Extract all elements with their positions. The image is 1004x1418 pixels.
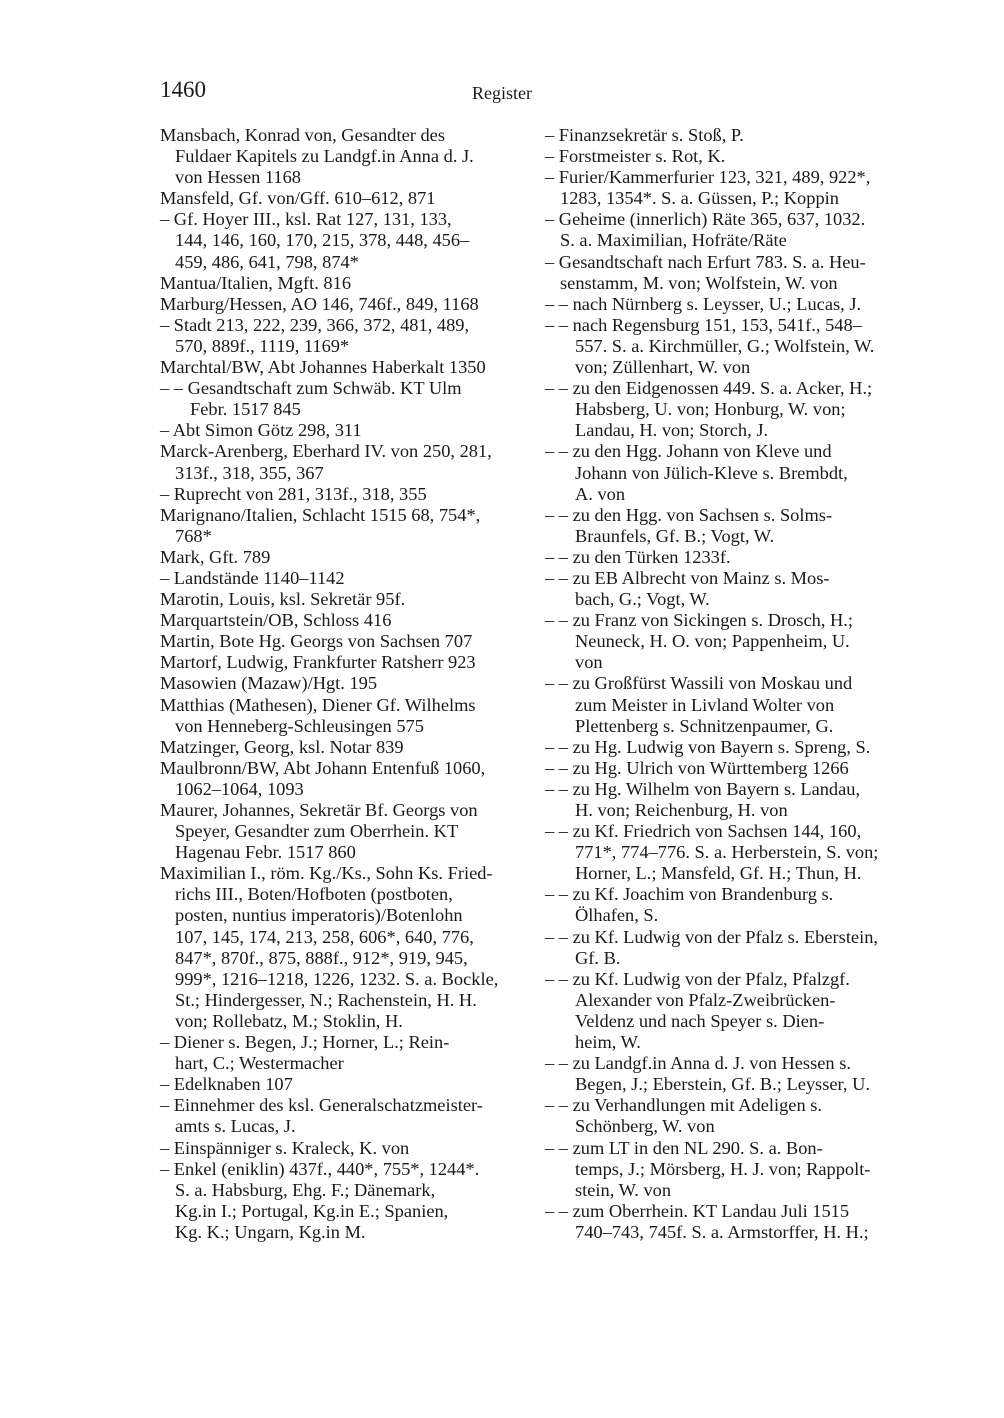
- index-entry-continuation: Kg. K.; Ungarn, Kg.in M.: [175, 1221, 366, 1242]
- index-entry-continuation: Johann von Jülich-Kleve s. Brembdt,: [575, 462, 848, 483]
- index-entry-continuation: posten, nuntius imperatoris)/Botenlohn: [175, 905, 463, 926]
- index-entry-continuation: S. a. Habsburg, Ehg. F.; Dänemark,: [175, 1179, 436, 1200]
- index-entry: [545, 1201, 915, 1243]
- index-entry-heading: – – nach Nürnberg s. Leysser, U.; Lucas, J.: [545, 293, 862, 314]
- index-entry-heading: Mansbach, Konrad von, Gesandter des: [160, 125, 445, 145]
- index-entry-continuation: 847*, 870f., 875, 888f., 912*, 919, 945,: [175, 947, 468, 968]
- index-entry: [545, 1053, 915, 1095]
- index-entry: [160, 652, 530, 673]
- index-entry-heading: – – zu den Türken 1233f.: [545, 546, 731, 567]
- index-entry-continuation: 313f., 318, 355, 367: [175, 462, 324, 483]
- index-entry-heading: – – zu Landgf.in Anna d. J. von Hessen s.: [545, 1053, 851, 1074]
- index-entry-heading: Mantua/Italien, Mgft. 816: [160, 272, 352, 293]
- index-entry-continuation: 459, 486, 641, 798, 874*: [175, 251, 359, 272]
- index-column-left: [160, 125, 530, 1243]
- index-entry-heading: – – Gesandtschaft zum Schwäb. KT Ulm: [160, 378, 462, 399]
- index-entry-heading: – – zu Kf. Joachim von Brandenburg s.: [545, 884, 834, 905]
- index-entry-heading: Marotin, Louis, ksl. Sekretär 95f.: [160, 589, 406, 610]
- index-entry-heading: – – zu Verhandlungen mit Adeligen s.: [545, 1095, 823, 1116]
- index-entry-continuation: 107, 145, 174, 213, 258, 606*, 640, 776,: [175, 926, 474, 947]
- index-entry-heading: Maulbronn/BW, Abt Johann Entenfuß 1060,: [160, 757, 486, 778]
- index-entry: [160, 673, 530, 694]
- index-entry: [160, 209, 530, 272]
- index-entry: [160, 631, 530, 652]
- index-entry: [160, 863, 530, 1032]
- index-entry-continuation: von Henneberg-Schleusingen 575: [175, 715, 424, 736]
- index-entry-heading: – Enkel (eniklin) 437f., 440*, 755*, 1244*.: [160, 1158, 480, 1179]
- index-entry-heading: – Forstmeister s. Rot, K.: [545, 146, 726, 167]
- index-entry-continuation: 1283, 1354*. S. a. Güssen, P.; Koppin: [560, 188, 839, 209]
- index-entry-continuation: Schönberg, W. von: [575, 1116, 715, 1137]
- index-entry-heading: – – zu Kf. Friedrich von Sachsen 144, 160,: [545, 821, 862, 842]
- index-entry: [160, 420, 530, 441]
- page-number: 1460: [160, 77, 206, 102]
- index-entry: [160, 695, 530, 737]
- index-entry-heading: Mark, Gft. 789: [160, 546, 271, 567]
- index-entry-continuation: von Hessen 1168: [175, 167, 301, 188]
- index-entry-heading: Marburg/Hessen, AO 146, 746f., 849, 1168: [160, 293, 479, 314]
- index-entry-continuation: Febr. 1517 845: [190, 399, 301, 420]
- index-entry: [160, 505, 530, 547]
- index-entry-continuation: temps, J.; Mörsberg, H. J. von; Rappolt-: [575, 1158, 871, 1179]
- index-entry-heading: – – zum LT in den NL 290. S. a. Bon-: [545, 1137, 823, 1158]
- index-entry-heading: – – zu Großfürst Wassili von Moskau und: [545, 673, 853, 694]
- index-entry-heading: – – zu den Hgg. Johann von Kleve und: [545, 441, 832, 462]
- index-entry-heading: – Geheime (innerlich) Räte 365, 637, 1032.: [545, 209, 866, 230]
- index-entry: [545, 927, 915, 969]
- index-entry: [160, 188, 530, 209]
- index-entry-continuation: Alexander von Pfalz-Zweibrücken-: [575, 989, 836, 1010]
- index-entry-heading: – Ruprecht von 281, 313f., 318, 355: [160, 483, 427, 504]
- index-entry-continuation: bach, G.; Vogt, W.: [575, 589, 710, 610]
- index-entry: [160, 737, 530, 758]
- index-entry: [545, 821, 915, 884]
- index-entry-heading: – Stadt 213, 222, 239, 366, 372, 481, 489,: [160, 314, 470, 335]
- index-entry: [160, 589, 530, 610]
- index-entry-heading: – – zu EB Albrecht von Mainz s. Mos-: [545, 567, 830, 588]
- index-entry-continuation: 557. S. a. Kirchmüller, G.; Wolfstein, W.: [575, 335, 875, 356]
- index-entry-heading: – Diener s. Begen, J.; Horner, L.; Rein-: [160, 1032, 450, 1053]
- index-entry: [160, 800, 530, 863]
- index-entry-continuation: 740–743, 745f. S. a. Armstorffer, H. H.;: [575, 1221, 869, 1242]
- index-entry-continuation: Braunfels, Gf. B.; Vogt, W.: [575, 525, 775, 546]
- index-entry-heading: – – zum Oberrhein. KT Landau Juli 1515: [545, 1200, 850, 1221]
- index-entry-heading: – – zu den Hgg. von Sachsen s. Solms-: [545, 504, 833, 525]
- index-entry-continuation: St.; Hindergesser, N.; Rachenstein, H. H.: [175, 989, 477, 1010]
- index-entry-heading: Matzinger, Georg, ksl. Notar 839: [160, 736, 404, 757]
- index-entry-heading: – Finanzsekretär s. Stoß, P.: [545, 125, 744, 145]
- index-entry: [545, 252, 915, 294]
- index-entry-heading: – – zu Kf. Ludwig von der Pfalz, Pfalzgf.: [545, 968, 850, 989]
- index-entry: [545, 378, 915, 441]
- index-entry-heading: – – zu Franz von Sickingen s. Drosch, H.;: [545, 610, 853, 631]
- index-entry-continuation: hart, C.; Westermacher: [175, 1053, 344, 1074]
- index-entry-continuation: 570, 889f., 1119, 1169*: [175, 335, 350, 356]
- index-entry-heading: – Einspänniger s. Kraleck, K. von: [160, 1137, 410, 1158]
- index-entry-heading: – Einnehmer des ksl. Generalschatzmeister-: [160, 1095, 483, 1116]
- index-entry: [545, 125, 915, 146]
- index-entry-continuation: 768*: [175, 525, 212, 546]
- index-entry-heading: – – zu Hg. Wilhelm von Bayern s. Landau,: [545, 778, 861, 799]
- index-entry: [545, 673, 915, 736]
- index-entry: [545, 441, 915, 504]
- index-entry: [160, 378, 530, 420]
- index-entry: [545, 1138, 915, 1201]
- index-entry: [160, 758, 530, 800]
- index-entry-continuation: Speyer, Gesandter zum Oberrhein. KT: [175, 821, 459, 842]
- index-entry: [545, 505, 915, 547]
- index-entry-heading: – – zu Hg. Ludwig von Bayern s. Spreng, S.: [545, 736, 871, 757]
- index-entry: [545, 1095, 915, 1137]
- index-entry-continuation: senstamm, M. von; Wolfstein, W. von: [560, 272, 838, 293]
- index-entry-heading: – Gf. Hoyer III., ksl. Rat 127, 131, 133,: [160, 209, 452, 230]
- index-entry-continuation: Horner, L.; Mansfeld, Gf. H.; Thun, H.: [575, 863, 862, 884]
- index-entry: [160, 610, 530, 631]
- index-entry-continuation: richs III., Boten/Hofboten (postboten,: [175, 884, 453, 905]
- index-entry: [545, 167, 915, 209]
- index-entry-heading: Matthias (Mathesen), Diener Gf. Wilhelms: [160, 694, 476, 715]
- running-head: Register: [472, 83, 532, 103]
- index-entry-heading: Maximilian I., röm. Kg./Ks., Sohn Ks. Fried-: [160, 863, 493, 884]
- index-entry-continuation: von; Züllenhart, W. von: [575, 357, 751, 378]
- index-entry-heading: Maurer, Johannes, Sekretär Bf. Georgs von: [160, 800, 478, 820]
- index-entry: [160, 273, 530, 294]
- index-entry: [160, 1074, 530, 1095]
- index-entry-heading: – Gesandtschaft nach Erfurt 783. S. a. Heu-: [545, 251, 866, 272]
- index-entry: [160, 294, 530, 315]
- index-entry-heading: – Landstände 1140–1142: [160, 567, 345, 588]
- index-entry-continuation: Plettenberg s. Schnitzenpaumer, G.: [575, 715, 834, 736]
- index-entry: [545, 568, 915, 610]
- index-entry-heading: Martin, Bote Hg. Georgs von Sachsen 707: [160, 631, 473, 652]
- index-entry: [160, 441, 530, 483]
- index-entry: [160, 357, 530, 378]
- index-entry: [160, 568, 530, 589]
- index-entry-continuation: Fuldaer Kapitels zu Landgf.in Anna d. J.: [175, 146, 474, 167]
- index-entry: [160, 1032, 530, 1074]
- index-entry-continuation: 999*, 1216–1218, 1226, 1232. S. a. Bockle,: [175, 968, 499, 989]
- index-entry-continuation: S. a. Maximilian, Hofräte/Räte: [560, 230, 787, 251]
- index-entry-continuation: Neuneck, H. O. von; Pappenheim, U.: [575, 631, 850, 652]
- index-entry-heading: Marignano/Italien, Schlacht 1515 68, 754*,: [160, 504, 481, 525]
- index-entry: [545, 209, 915, 251]
- index-entry-heading: – Abt Simon Götz 298, 311: [160, 420, 362, 441]
- index-entry: [545, 294, 915, 315]
- index-entry-continuation: stein, W. von: [575, 1179, 672, 1200]
- index-entry-continuation: Ölhafen, S.: [575, 905, 659, 926]
- index-entry: [160, 315, 530, 357]
- index-entry: [545, 146, 915, 167]
- index-entry-heading: – – nach Regensburg 151, 153, 541f., 548–: [545, 314, 862, 335]
- index-entry-continuation: von: [575, 652, 603, 673]
- index-entry-heading: Martorf, Ludwig, Frankfurter Ratsherr 923: [160, 652, 476, 673]
- index-entry-continuation: 1062–1064, 1093: [175, 778, 304, 799]
- index-entry-continuation: Landau, H. von; Storch, J.: [575, 420, 769, 441]
- index-entry: [545, 779, 915, 821]
- index-entry: [545, 969, 915, 1053]
- index-entry-continuation: Veldenz und nach Speyer s. Dien-: [575, 1010, 825, 1031]
- index-entry-heading: – Furier/Kammerfurier 123, 321, 489, 922*,: [545, 167, 871, 188]
- index-column-right: [545, 125, 915, 1243]
- index-entry-continuation: Hagenau Febr. 1517 860: [175, 842, 356, 863]
- index-entry: [160, 1138, 530, 1159]
- index-entry-continuation: A. von: [575, 483, 626, 504]
- index-entry: [160, 1159, 530, 1243]
- index-entry: [160, 125, 530, 188]
- index-entry-continuation: heim, W.: [575, 1032, 641, 1053]
- index-entry-heading: – – zu Kf. Ludwig von der Pfalz s. Eberstein,: [545, 926, 878, 947]
- index-entry-heading: Masowien (Mazaw)/Hgt. 195: [160, 673, 378, 694]
- index-entry: [545, 758, 915, 779]
- index-entry: [545, 610, 915, 673]
- index-entry: [160, 547, 530, 568]
- index-entry-continuation: Gf. B.: [575, 947, 621, 968]
- index-entry-heading: Mansfeld, Gf. von/Gff. 610–612, 871: [160, 188, 436, 209]
- index-entry-heading: – – zu den Eidgenossen 449. S. a. Acker, H.;: [545, 378, 873, 399]
- index-entry-continuation: Kg.in I.; Portugal, Kg.in E.; Spanien,: [175, 1200, 449, 1221]
- index-entry: [545, 315, 915, 378]
- index-entry-heading: Marck-Arenberg, Eberhard IV. von 250, 281,: [160, 441, 492, 462]
- index-entry-continuation: zum Meister in Livland Wolter von: [575, 694, 835, 715]
- index-entry-continuation: amts s. Lucas, J.: [175, 1116, 296, 1137]
- index-entry-continuation: 771*, 774–776. S. a. Herberstein, S. von;: [575, 842, 879, 863]
- index-entry-continuation: Begen, J.; Eberstein, Gf. B.; Leysser, U.: [575, 1074, 870, 1095]
- index-entry: [545, 737, 915, 758]
- index-entry: [545, 547, 915, 568]
- index-entry-heading: Marquartstein/OB, Schloss 416: [160, 610, 392, 631]
- index-entry-heading: – Edelknaben 107: [160, 1074, 293, 1095]
- index-entry-heading: – – zu Hg. Ulrich von Württemberg 1266: [545, 757, 849, 778]
- index-entry: [545, 884, 915, 926]
- index-entry: [160, 1095, 530, 1137]
- index-entry-continuation: 144, 146, 160, 170, 215, 378, 448, 456–: [175, 230, 470, 251]
- index-entry-continuation: H. von; Reichenburg, H. von: [575, 800, 788, 820]
- index-entry: [160, 484, 530, 505]
- index-entry-continuation: von; Rollebatz, M.; Stoklin, H.: [175, 1010, 403, 1031]
- index-entry-heading: Marchtal/BW, Abt Johannes Haberkalt 1350: [160, 357, 486, 378]
- index-entry-continuation: Habsberg, U. von; Honburg, W. von;: [575, 399, 846, 420]
